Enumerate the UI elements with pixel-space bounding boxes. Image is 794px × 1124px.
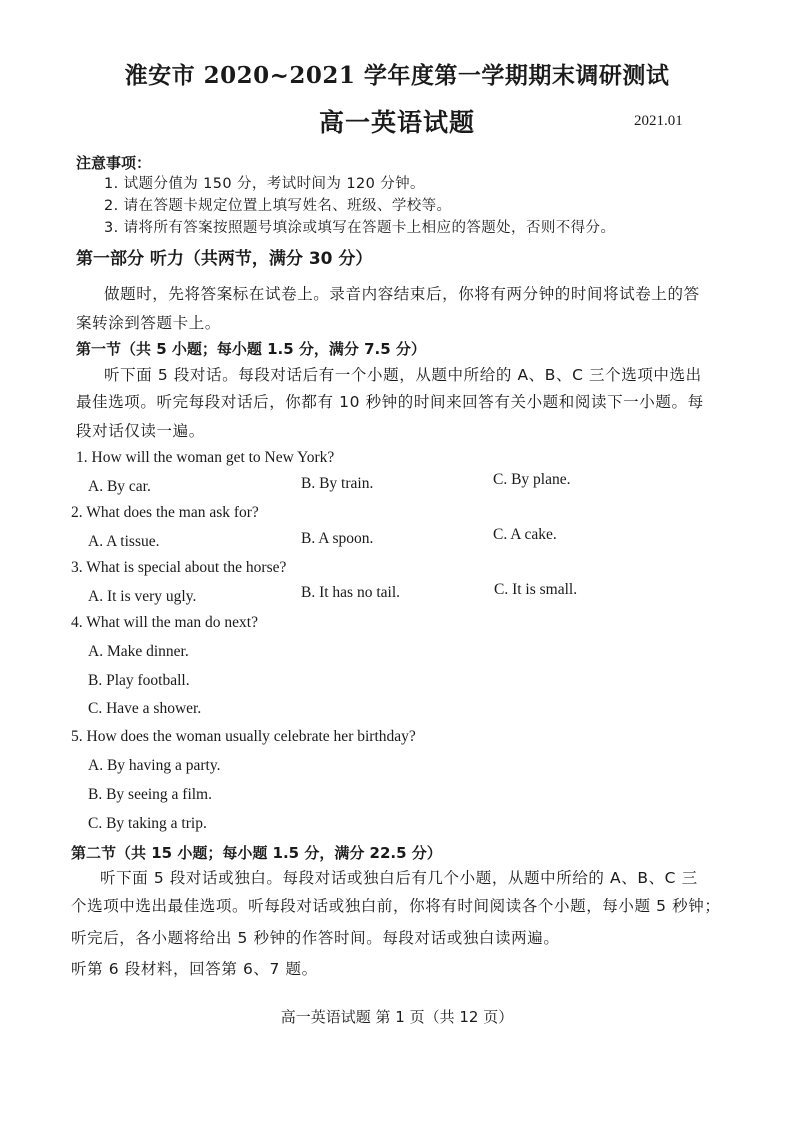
section1-intro-line: 最佳选项。听完每段对话后，你都有 10 秒钟的时间来回答有关小题和阅读下一小题。每 bbox=[76, 393, 704, 411]
option-b: B. Play football. bbox=[88, 672, 190, 689]
section1-intro-line: 段对话仅读一遍。 bbox=[76, 422, 205, 440]
part1-intro-line: 做题时，先将答案标在试卷上。录音内容结束后，你将有两分钟的时间将试卷上的答 bbox=[104, 285, 700, 303]
option-a: A. Make dinner. bbox=[88, 643, 189, 660]
option-a: A. A tissue. bbox=[88, 533, 160, 550]
exam-date: 2021.01 bbox=[634, 113, 683, 129]
section1-heading: 第一节（共 5 小题；每小题 1.5 分，满分 7.5 分） bbox=[76, 340, 426, 358]
option-c: C. It is small. bbox=[494, 581, 578, 598]
note-item: 2. 请在答题卡规定位置上填写姓名、班级、学校等。 bbox=[104, 198, 452, 214]
section1-intro-line: 听下面 5 段对话。每段对话后有一个小题，从题中所给的 A、B、C 三个选项中选出 bbox=[104, 366, 702, 384]
notes-heading: 注意事项： bbox=[76, 154, 152, 172]
question-stem: 1. How will the woman get to New York? bbox=[76, 449, 335, 466]
question-stem: 4. What will the man do next? bbox=[71, 614, 258, 631]
option-c: C. By plane. bbox=[493, 471, 571, 488]
page-footer: 高一英语试题 第 1 页（共 12 页） bbox=[280, 1008, 514, 1026]
option-a: A. By having a party. bbox=[88, 757, 221, 774]
option-c: C. By taking a trip. bbox=[88, 815, 207, 832]
option-c: C. Have a shower. bbox=[88, 700, 202, 717]
option-a: A. It is very ugly. bbox=[88, 588, 197, 605]
section2-intro-line: 听下面 5 段对话或独白。每段对话或独白后有几个小题，从题中所给的 A、B、C 三 bbox=[100, 869, 698, 887]
option-b: B. By seeing a film. bbox=[88, 786, 212, 803]
option-b: B. By train. bbox=[301, 475, 374, 492]
question-stem: 5. How does the woman usually celebrate her birthday? bbox=[71, 728, 416, 745]
note-item: 3. 请将所有答案按照题号填涂或填写在答题卡上相应的答题处，否则不得分。 bbox=[104, 220, 616, 236]
section2-intro-line: 听完后，各小题将给出 5 秒钟的作答时间。每段对话或独白读两遍。 bbox=[71, 929, 560, 947]
part1-heading: 第一部分 听力（共两节，满分 30 分） bbox=[76, 249, 373, 269]
option-b: B. It has no tail. bbox=[301, 584, 401, 601]
exam-title: 淮安市 2020~2021 学年度第一学期期末调研测试 bbox=[124, 62, 670, 89]
exam-subtitle: 高一英语试题 bbox=[318, 108, 475, 137]
note-item: 1. 试题分值为 150 分，考试时间为 120 分钟。 bbox=[104, 176, 425, 192]
option-c: C. A cake. bbox=[493, 526, 557, 543]
option-b: B. A spoon. bbox=[301, 530, 374, 547]
part1-intro-line: 案转涂到答题卡上。 bbox=[76, 314, 221, 332]
question-stem: 3. What is special about the horse? bbox=[71, 559, 287, 576]
option-a: A. By car. bbox=[88, 478, 151, 495]
section2-heading: 第二节（共 15 小题；每小题 1.5 分，满分 22.5 分） bbox=[71, 844, 442, 862]
material-note: 听第 6 段材料，回答第 6、7 题。 bbox=[71, 960, 318, 978]
question-stem: 2. What does the man ask for? bbox=[71, 504, 259, 521]
section2-intro-line: 个选项中选出最佳选项。听每段对话或独白前，你将有时间阅读各个小题，每小题 5 秒钟； bbox=[71, 897, 721, 915]
